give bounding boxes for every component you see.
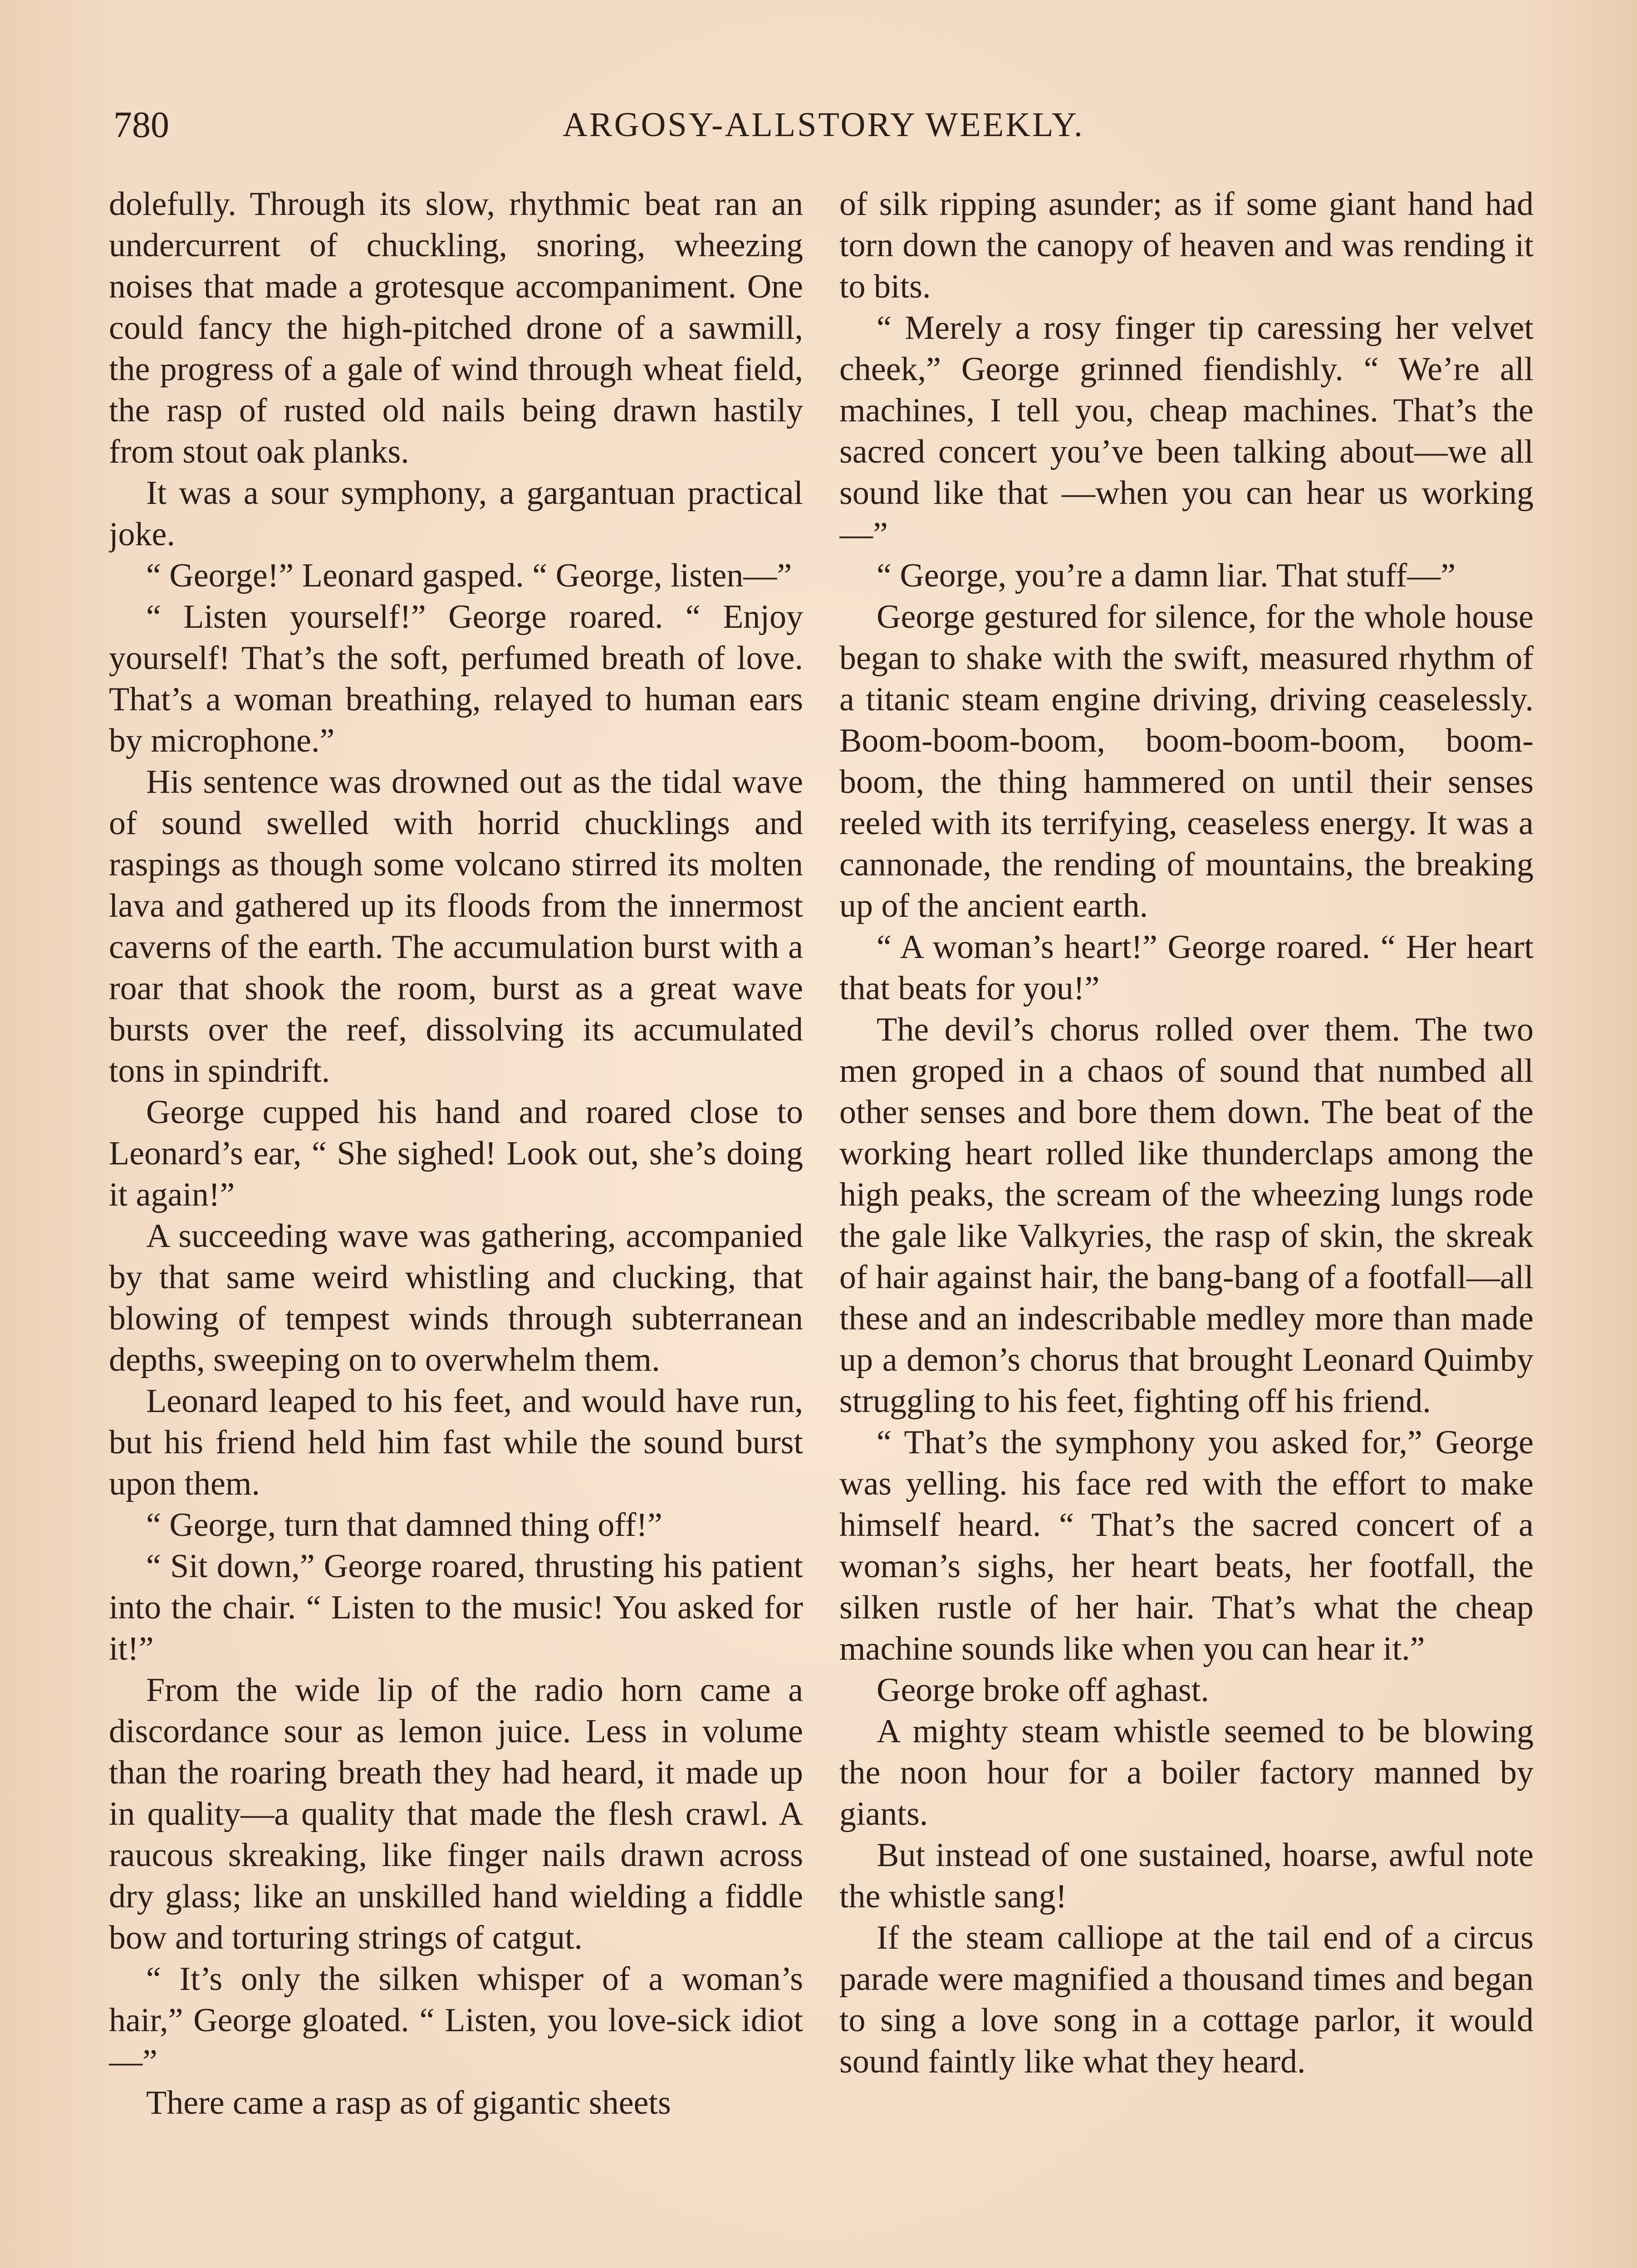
paragraph: If the steam calliope at the tail end of a circus parade were magnified a thousand times and began to sing a love song in a cottage parlor, it would sound faintly like what they heard. xyxy=(839,1919,1534,2080)
paragraph: “ George, you’re a damn liar. That stuff—” xyxy=(877,557,1456,594)
paragraph: “ Merely a rosy finger tip caressing her velvet cheek,” George grinned fiendishly. “ We’re all machines, I tell you, cheap machines. That’s the sacred concert you’ve been talking about—we all sound like that —when you can hear us working—” xyxy=(839,309,1534,553)
paragraph: “ A woman’s heart!” George roared. “ Her heart that beats for you!” xyxy=(839,929,1534,1007)
paragraph: “ Listen yourself!” George roared. “ Enjoy yourself! That’s the soft, perfumed breath of love. That’s a woman breathing, relayed to human ears by microphone.” xyxy=(109,598,803,759)
paragraph: The devil’s chorus rolled over them. The two men groped in a chaos of sound that numbed all other senses and bore them down. The beat of the working heart rolled like thunderclaps among the high peaks, the scream of the wheezing lungs rode the gale like Valkyries, the rasp of skin, the skreak of hair against hair, the bang-bang of a footfall—all these and an indescribable medley more than made up a demon’s chorus that brought Leonard Quimby struggling to his feet, fighting off his friend. xyxy=(839,1011,1534,1420)
paragraph: From the wide lip of the radio horn came a discordance sour as lemon juice. Less in volume than the roaring breath they had heard, it made up in quality—a quality that made the flesh crawl. A raucous skreaking, like finger nails drawn across dry glass; like an unskilled hand wielding a fiddle bow and torturing strings of catgut. xyxy=(109,1672,803,1956)
paragraph: A mighty steam whistle seemed to be blowing the noon hour for a boiler factory manned by giants. xyxy=(839,1713,1534,1833)
page-header xyxy=(113,98,1534,152)
paragraph: George broke off aghast. xyxy=(877,1672,1209,1709)
paragraph: His sentence was drowned out as the tidal wave of sound swelled with horrid chucklings and raspings as though some volcano stirred its molten lava and gathered up its floods from the innermost caverns of the earth. The accumulation burst with a roar that shook the room, burst as a great wave bursts over the reef, dissolving its accumulated tons in spindrift. xyxy=(109,763,803,1090)
running-head: ARGOSY-ALLSTORY WEEKLY. xyxy=(563,106,1084,144)
paragraph: “ Sit down,” George roared, thrusting his patient into the chair. “ Listen to the music! You asked for it!” xyxy=(109,1548,803,1667)
paragraph: dolefully. Through its slow, rhythmic beat ran an undercurrent of chuckling, snoring, wheezing noises that made a grotesque accompaniment. One could fancy the high-pitched drone of a sawmill, the progress of a gale of wind through wheat field, the rasp of rusted old nails being drawn hastily from stout oak planks. xyxy=(109,186,803,470)
paragraph: “ That’s the symphony you asked for,” George was yelling. his face red with the effort to make himself heard. “ That’s the sacred concert of a woman’s sighs, her heart beats, her footfall, the silken rustle of her hair. That’s what the cheap machine sounds like when you can hear it.” xyxy=(839,1424,1534,1667)
paragraph: Leonard leaped to his feet, and would have run, but his friend held him fast while the sound burst upon them. xyxy=(109,1383,803,1502)
paragraph: “ It’s only the silken whisper of a woman’s hair,” George gloated. “ Listen, you love-sick idiot—” xyxy=(109,1960,803,2080)
text-columns xyxy=(109,184,1534,2268)
paragraph: A succeeding wave was gathering, accompanied by that same weird whistling and clucking, that blowing of tempest winds through subterranean depths, sweeping on to overwhelm them. xyxy=(109,1217,803,1378)
right-column xyxy=(839,184,1534,2268)
page-number: 780 xyxy=(113,104,169,145)
left-column xyxy=(109,184,803,2268)
paragraph: It was a sour symphony, a gargantuan practical joke. xyxy=(109,474,803,553)
paragraph: George gestured for silence, for the whole house began to shake with the swift, measured rhythm of a titanic steam engine driving, driving ceaselessly. Boom-boom-boom, boom-boom-boom, boom-boom, the thing hammered on until their senses reeled with its terrifying, ceaseless energy. It was a cannonade, the rending of mountains, the breaking up of the ancient earth. xyxy=(839,598,1534,924)
paragraph: “ George, turn that damned thing off!” xyxy=(146,1506,662,1544)
paragraph: “ George!” Leonard gasped. “ George, listen—” xyxy=(146,557,792,594)
paragraph: But instead of one sustained, hoarse, awful note the whistle sang! xyxy=(839,1837,1534,1915)
paragraph: There came a rasp as of gigantic sheets xyxy=(146,2084,671,2121)
paragraph: of silk ripping asunder; as if some giant hand had torn down the canopy of heaven and was rending it to bits. xyxy=(839,186,1534,305)
paragraph: George cupped his hand and roared close to Leonard’s ear, “ She sighed! Look out, she’s doing it again!” xyxy=(109,1094,803,1213)
